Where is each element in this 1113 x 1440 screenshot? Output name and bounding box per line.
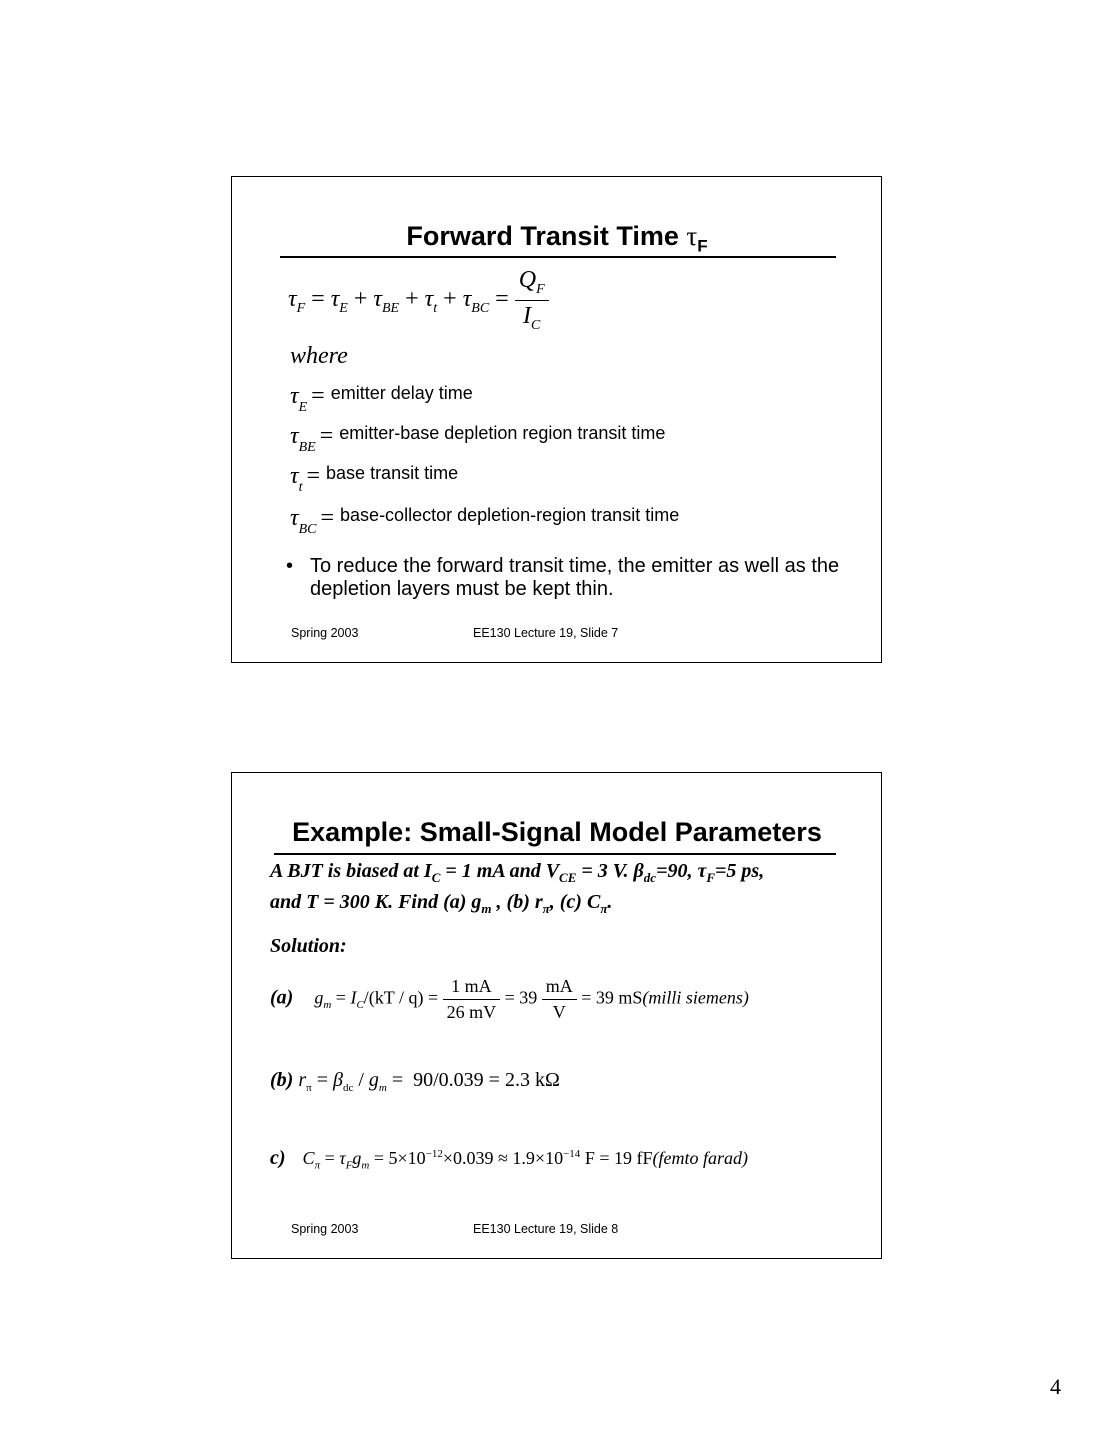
footer-slide-info: EE130 Lecture 19, Slide 8	[473, 1222, 619, 1236]
solution-b: (b) $r_\pi = \beta_{dc} / g_m = 90/0.039 = 2.3$ kΩ	[270, 1069, 560, 1094]
slide-8	[231, 772, 882, 1259]
bullet-dot-icon: •	[286, 555, 294, 577]
solution-label: Solution:	[270, 935, 347, 957]
problem-statement: A BJT is biased at $I_C = 1$ mA and $V_{CE} = 3$ V. $\beta_{dc}=90$, $\tau_F=5$ ps, and T = 300 K. Find (a) $g_m$ , (b) $r_\pi$, (c) $C_\pi$.	[270, 860, 765, 916]
footer-slide-info: EE130 Lecture 19, Slide 7	[473, 626, 619, 640]
definition-bc-depletion: $\tau_{BC}$ = base-collector depletion-region transit time	[290, 505, 680, 537]
slide-7	[231, 176, 882, 663]
title-subscript: F	[697, 236, 708, 256]
footer-date: Spring 2003	[291, 626, 359, 640]
slide-title: Example: Small-Signal Model Parameters	[292, 817, 822, 847]
footer-date: Spring 2003	[291, 1222, 359, 1236]
bullet-text: To reduce the forward transit time, the emitter as well as the depletion layers must be kept thin.	[310, 555, 840, 600]
where-label: where	[290, 343, 348, 369]
solution-a: (a) $g_m = I_C/(kT / q)$ = $\frac{1 mA}{26 mV}$ = 39 $\frac{mA}{V}$ = 39 mS(milli siemens)	[270, 976, 749, 1022]
title-underline	[274, 853, 836, 855]
bullet-point	[286, 555, 846, 601]
solution-c: c) $C_\pi = \tau_Fg_m = 5\times 10^{-12}\times 0.039 \approx 1.9\times 10^{-14}$ F = 19 fF(femto farad)	[270, 1147, 748, 1172]
definition-base-transit: $\tau_t$ = base transit time	[290, 463, 459, 495]
definition-eb-depletion: $\tau_{BE}$ = emitter-base depletion region transit time	[290, 423, 666, 455]
page-number: 4	[1050, 1374, 1061, 1399]
qf-over-ic-fraction: $\frac{Q_F}{I_C}$	[515, 267, 549, 334]
title-text: Forward Transit Time	[406, 221, 679, 251]
transit-time-equation: $\tau_F = \tau_E + \tau_{BE} + \tau_t + \tau_{BC}$ = $\frac{Q_F}{I_C}$	[288, 267, 549, 334]
title-symbol: τ	[686, 221, 698, 251]
slide-title	[280, 221, 834, 256]
title-underline	[280, 256, 836, 258]
definition-emitter-delay: $\tau_E$ = emitter delay time	[290, 383, 473, 415]
